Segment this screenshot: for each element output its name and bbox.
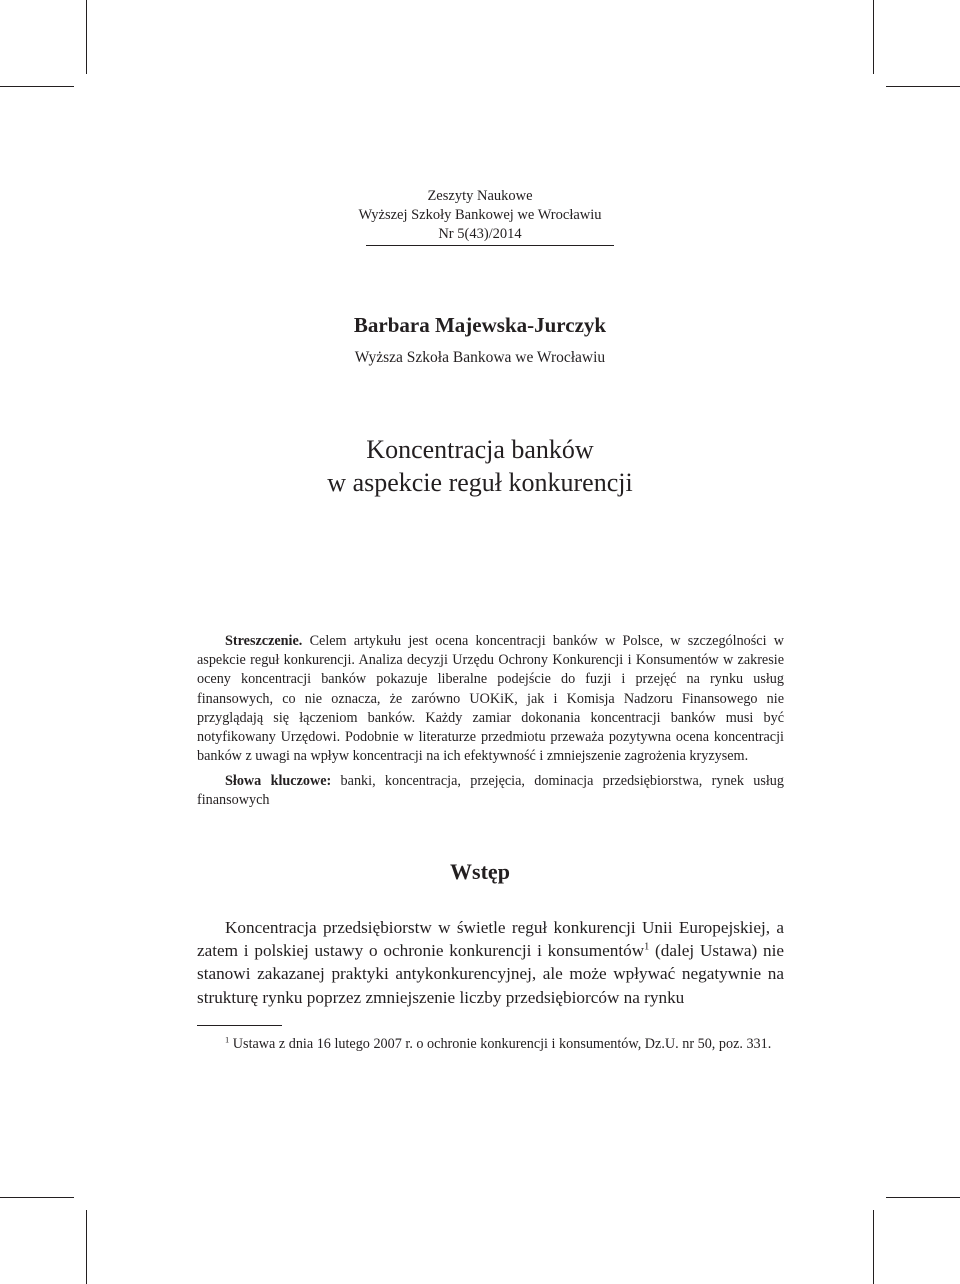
journal-divider xyxy=(366,245,614,246)
crop-mark xyxy=(86,0,87,74)
body-text: (dalej Ustawa) nie stanowi zakazanej praktyki antykonkurencyjnej, ale może wpływać negatywnie na strukturę rynku poprzez zmniejszenie liczby przedsiębiorców na rynku xyxy=(197,941,784,1007)
journal-header xyxy=(0,187,960,244)
body-text: Koncentracja przedsiębiorstw w świetle reguł konkurencji Unii Europejskiej, a zatem i polskiej ustawy o ochronie konkurencji i konsumentów xyxy=(197,918,784,961)
footnote-text: Ustawa z dnia 16 lutego 2007 r. o ochronie konkurencji i konsumentów, Dz.U. nr 50, poz. 331. xyxy=(229,1036,772,1052)
keywords xyxy=(197,772,784,810)
crop-mark xyxy=(873,1210,874,1284)
journal-publisher: Wyższej Szkoły Bankowej we Wrocławiu xyxy=(358,207,602,223)
crop-mark xyxy=(0,1197,74,1198)
journal-issue: Nr 5(43)/2014 xyxy=(438,226,522,242)
author-affiliation: Wyższa Szkoła Bankowa we Wrocławiu xyxy=(354,349,606,366)
section-heading: Wstęp xyxy=(450,859,510,884)
crop-mark xyxy=(886,86,960,87)
keywords-label: Słowa kluczowe: xyxy=(225,773,332,789)
body-paragraph xyxy=(197,916,784,1009)
paper-title-line: Koncentracja banków xyxy=(366,435,594,464)
footnote-divider xyxy=(197,1025,282,1026)
abstract-label: Streszczenie. xyxy=(225,633,303,649)
author-name: Barbara Majewska-Jurczyk xyxy=(353,313,607,337)
keywords-text: banki, koncentracja, przejęcia, dominacja przedsiębiorstwa, rynek usług finansowych xyxy=(197,773,784,809)
journal-name: Zeszyty Naukowe xyxy=(427,188,533,204)
abstract-text: Celem artykułu jest ocena koncentracji banków w Polsce, w szczególności w aspekcie reguł konkurencji. Analiza decyzji Urzędu Ochrony Konkurencji i Konsumentów w zakresie oceny koncentracji banków pokazuje liberalne podejście do fuzji i przejęć na rynku usług finansowych, co nie oznacza, że zarówno UOKiK, jak i Komisja Nadzoru Finansowego nie przyglądają się łączeniom banków. Każdy zamiar dokonania koncentracji banków musi być notyfikowany Urzędowi. Podobnie w literaturze przedmiotu przeważa pozytywna ocena koncentracji banków z uwagi na wpływ koncentracji na ich efektywność i zmniejszenie zagrożenia kryzysem. xyxy=(197,633,784,765)
paper-title-line: w aspekcie reguł konkurencji xyxy=(327,468,633,497)
crop-mark xyxy=(0,86,74,87)
footnote xyxy=(197,1035,784,1054)
crop-mark xyxy=(86,1210,87,1284)
footnote-number: 1 xyxy=(225,1034,230,1045)
footnote-reference[interactable]: 1 xyxy=(644,941,650,953)
abstract xyxy=(197,632,784,766)
crop-mark xyxy=(886,1197,960,1198)
crop-mark xyxy=(873,0,874,74)
paper-title xyxy=(0,433,960,499)
